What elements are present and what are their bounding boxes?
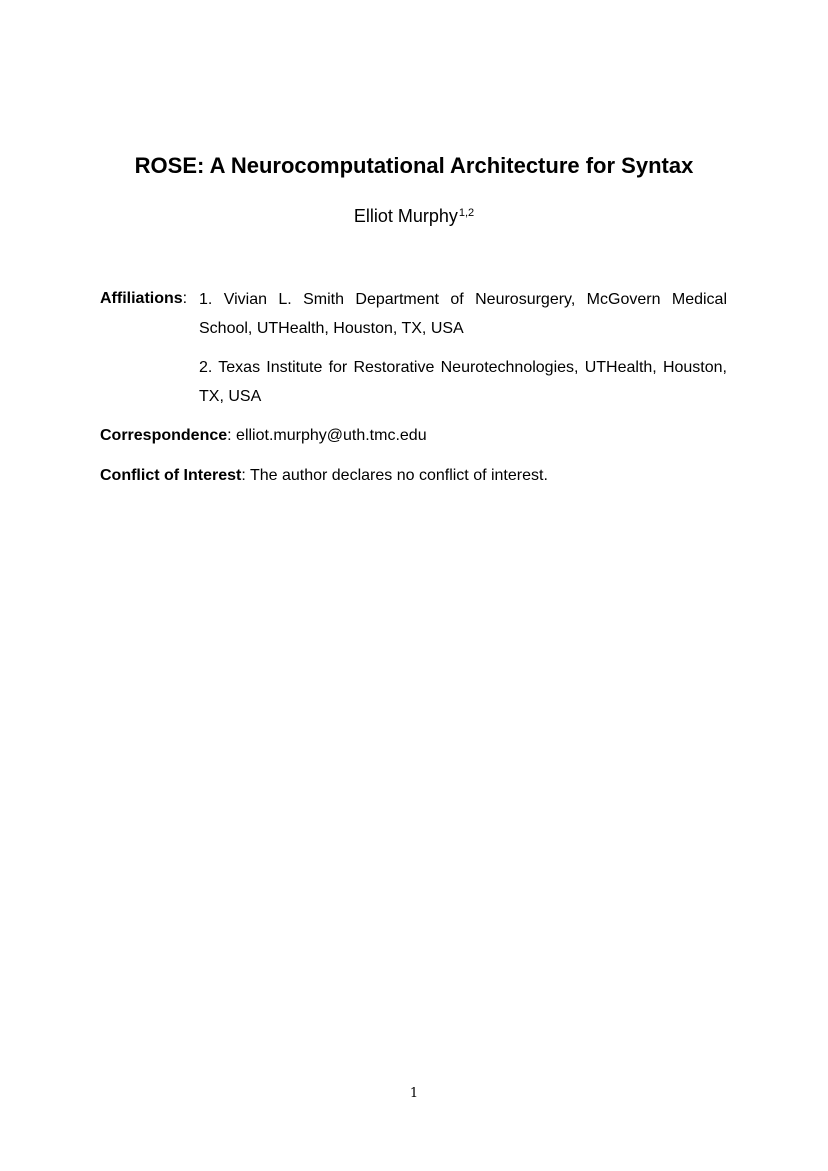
author-name: Elliot Murphy [353, 206, 458, 226]
correspondence-label: Correspondence [100, 427, 228, 444]
author-line [0, 203, 828, 229]
affiliations-separator: : [182, 290, 188, 307]
affiliations-label: Affiliations [100, 290, 183, 307]
author-affiliation-superscript: 1,2 [458, 207, 475, 219]
affiliation-item-2: 2. Texas Institute for Restorative Neurotechnologies, UTHealth, Houston, TX, USA [199, 359, 727, 405]
correspondence-line [100, 426, 427, 446]
paper-title: ROSE: A Neurocomputational Architecture for Syntax [134, 153, 694, 178]
correspondence-email: elliot.murphy@uth.tmc.edu [231, 427, 427, 444]
correspondence-separator: : [227, 427, 232, 444]
conflict-of-interest-line [100, 466, 548, 486]
conflict-of-interest-statement: The author declares no conflict of interest. [245, 467, 548, 484]
affiliation-item-1: 1. Vivian L. Smith Department of Neurosurgery, McGovern Medical School, UTHealth, Houston, TX, USA [199, 291, 727, 337]
conflict-of-interest-separator: : [241, 467, 246, 484]
page-number: 1 [409, 1086, 419, 1101]
conflict-of-interest-label: Conflict of Interest [100, 467, 242, 484]
affiliations-heading [100, 289, 187, 309]
